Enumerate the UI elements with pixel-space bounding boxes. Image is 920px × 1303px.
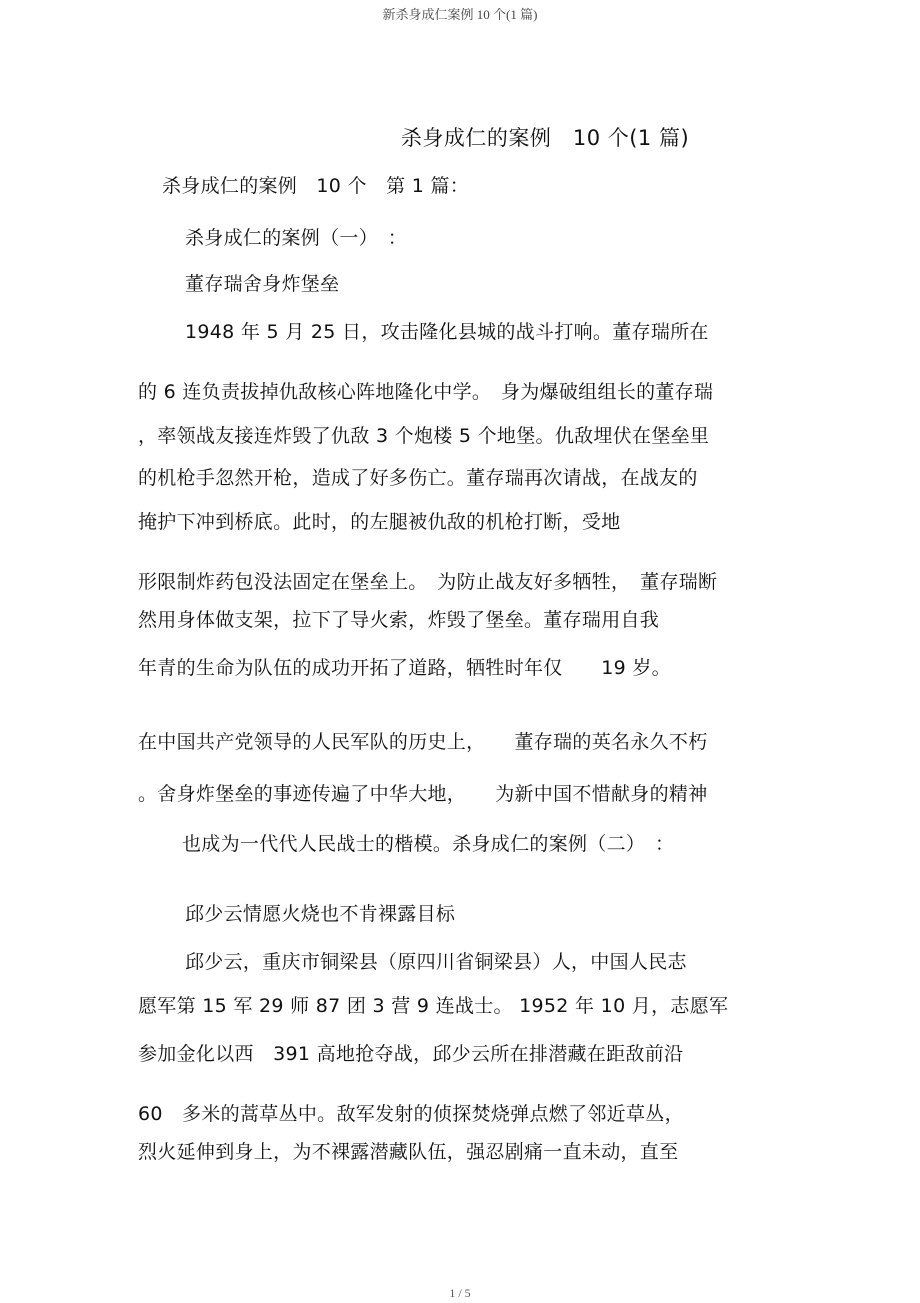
paragraph-line: 1948 年 5 月 25 日，攻击隆化县城的战斗打响。董存瑞所在: [185, 321, 709, 343]
paragraph-line: 烈火延伸到身上，为不裸露潜藏队伍，强忍剧痛一直未动，直至: [138, 1141, 679, 1163]
case-heading: 杀身成仁的案例（一） ：: [185, 227, 408, 249]
paragraph-line: 年青的生命为队伍的成功开拓了道路，牺牲时年仅 19 岁。: [138, 657, 671, 679]
paragraph-line: 参加金化以西 391 高地抢夺战，邱少云所在排潜藏在距敌前沿: [138, 1043, 684, 1065]
page-number: 1 / 5: [449, 1286, 471, 1300]
paragraph-line: 也成为一代代人民战士的楷模。杀身成仁的案例（二） ：: [182, 833, 675, 855]
case-title: 邱少云情愿火烧也不肯裸露目标: [185, 903, 456, 925]
paragraph-line: 愿军第 15 军 29 师 87 团 3 营 9 连战士。 1952 年 10 月，志愿军: [138, 995, 729, 1017]
paragraph-line: 形限制炸药包没法固定在堡垒上。 为防止战友好多牺牲， 董存瑞断: [138, 571, 718, 593]
case-title: 董存瑞舍身炸堡垒: [185, 273, 340, 295]
paragraph-line: 掩护下冲到桥底。此时，的左腿被仇敌的机枪打断，受地: [138, 511, 621, 533]
paragraph-line: 在中国共产党领导的人民军队的历史上， 董存瑞的英名永久不朽: [138, 731, 708, 753]
paragraph-line: ，率领战友接连炸毁了仇敌 3 个炮楼 5 个地堡。仇敌埋伏在堡垒里: [138, 425, 710, 447]
document-title: 杀身成仁的案例 10 个(1 篇): [400, 126, 690, 150]
paragraph-line: 邱少云，重庆市铜梁县（原四川省铜梁县）人，中国人民志: [185, 951, 687, 973]
paragraph-line: 60 多米的蒿草丛中。敌军发射的侦探焚烧弹点燃了邻近草丛，: [138, 1103, 684, 1125]
paragraph-line: 然用身体做支架，拉下了导火索，炸毁了堡垒。董存瑞用自我: [138, 609, 660, 631]
paragraph-line: 。舍身炸堡垒的事迹传遍了中华大地， 为新中国不惜献身的精神: [138, 783, 708, 805]
paragraph-line: 的 6 连负责拔掉仇敌核心阵地隆化中学。 身为爆破组组长的董存瑞: [138, 381, 714, 403]
running-header: 新杀身成仁案例 10 个(1 篇): [382, 7, 538, 22]
section-heading: 杀身成仁的案例 10 个 第 1 篇：: [162, 175, 470, 197]
paragraph-line: 的机枪手忽然开枪，造成了好多伤亡。董存瑞再次请战，在战友的: [138, 467, 698, 489]
